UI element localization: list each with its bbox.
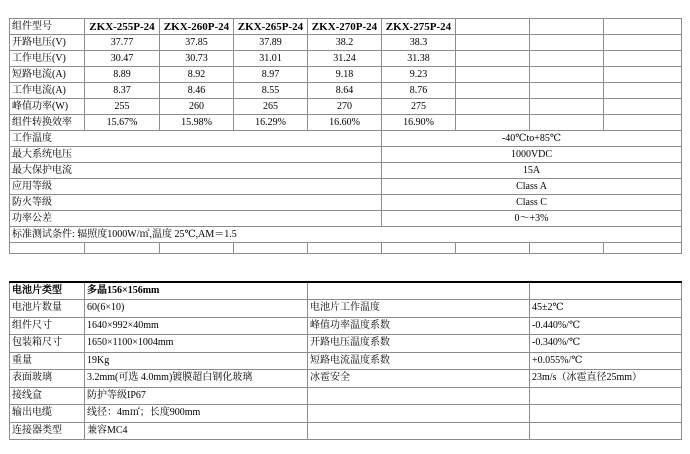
value-cell: 38.2 [308, 35, 382, 51]
empty-cell [530, 83, 604, 99]
param-label: 组件尺寸 [10, 317, 85, 335]
value-cell: 8.46 [160, 83, 234, 99]
param-label: 重量 [10, 352, 85, 370]
param-label [308, 422, 530, 440]
param-label: 电池片数量 [10, 300, 85, 318]
empty-cell [530, 35, 604, 51]
param-label: 峰值功率温度系数 [308, 317, 530, 335]
value-cell: 8.97 [234, 67, 308, 83]
empty-cell [10, 243, 85, 254]
value-cell: 8.64 [308, 83, 382, 99]
spec-table-container [9, 18, 682, 254]
value-cell: 9.23 [382, 67, 456, 83]
param-value: 45±2℃ [530, 300, 682, 318]
value-cell: 15.98% [160, 115, 234, 131]
param-value: +0.055%/℃ [530, 352, 682, 370]
row-label: 短路电流(A) [10, 67, 85, 83]
value-cell: 8.92 [160, 67, 234, 83]
value-cell: 8.89 [85, 67, 160, 83]
cell-row [10, 352, 682, 370]
model-label: 组件型号 [10, 19, 85, 35]
system-value: Class C [382, 195, 682, 211]
system-label: 最大系统电压 [10, 147, 382, 163]
value-cell: 37.77 [85, 35, 160, 51]
empty-cell [530, 51, 604, 67]
value-cell: 37.89 [234, 35, 308, 51]
param-value: 1650×1100×1004mm [85, 335, 308, 353]
value-cell: 9.18 [308, 67, 382, 83]
spec-row [10, 83, 682, 99]
empty-cell [456, 35, 530, 51]
system-row [10, 131, 682, 147]
param-label: 短路电流温度系数 [308, 352, 530, 370]
param-label [308, 405, 530, 423]
spec-table [9, 18, 682, 254]
empty-cell [456, 243, 530, 254]
param-value: 3.2mm(可选 4.0mm)镀膜超白钢化玻璃 [85, 370, 308, 388]
param-label: 电池片工作温度 [308, 300, 530, 318]
test-condition-row [10, 227, 682, 243]
system-label: 工作温度 [10, 131, 382, 147]
system-label: 防火等级 [10, 195, 382, 211]
param-value [530, 405, 682, 423]
system-value: 1000VDC [382, 147, 682, 163]
spacer-row [10, 243, 682, 254]
param-label: 开路电压温度系数 [308, 335, 530, 353]
model-265: ZKX-265P-24 [234, 19, 308, 35]
value-cell: 275 [382, 99, 456, 115]
system-value: 0～+3% [382, 211, 682, 227]
value-cell: 31.38 [382, 51, 456, 67]
empty-cell [382, 243, 456, 254]
model-270: ZKX-270P-24 [308, 19, 382, 35]
empty-cell [456, 99, 530, 115]
value-cell: 15.67% [85, 115, 160, 131]
cell-row [10, 405, 682, 423]
empty-cell [456, 19, 530, 35]
param-label: 包装箱尺寸 [10, 335, 85, 353]
value-cell: 265 [234, 99, 308, 115]
model-260: ZKX-260P-24 [160, 19, 234, 35]
system-label: 应用等级 [10, 179, 382, 195]
value-cell: 30.47 [85, 51, 160, 67]
empty-cell [604, 51, 682, 67]
empty-cell [530, 282, 682, 300]
spec-row [10, 115, 682, 131]
empty-cell [456, 83, 530, 99]
param-value: 23m/s（冰雹直径25mm） [530, 370, 682, 388]
param-value: 兼容MC4 [85, 422, 308, 440]
value-cell: 255 [85, 99, 160, 115]
value-cell: 270 [308, 99, 382, 115]
empty-cell [530, 19, 604, 35]
param-label: 连接器类型 [10, 422, 85, 440]
test-condition: 标准测试条件: 辐照度1000W/㎡,温度 25℃,AM＝1.5 [10, 227, 682, 243]
row-label: 组件转换效率 [10, 115, 85, 131]
empty-cell [456, 51, 530, 67]
empty-cell [160, 243, 234, 254]
cell-type-value: 多晶156×156mm [85, 282, 308, 300]
param-label: 接线盒 [10, 387, 85, 405]
model-275: ZKX-275P-24 [382, 19, 456, 35]
cell-type-label: 电池片类型 [10, 282, 85, 300]
param-label: 表面玻璃 [10, 370, 85, 388]
cell-row [10, 370, 682, 388]
value-cell: 260 [160, 99, 234, 115]
cell-row [10, 387, 682, 405]
empty-cell [604, 243, 682, 254]
empty-cell [604, 99, 682, 115]
empty-cell [85, 243, 160, 254]
system-row [10, 163, 682, 179]
empty-cell [530, 115, 604, 131]
system-value: 15A [382, 163, 682, 179]
empty-cell [604, 83, 682, 99]
empty-cell [234, 243, 308, 254]
param-value: 1640×992×40mm [85, 317, 308, 335]
system-row [10, 211, 682, 227]
value-cell: 8.76 [382, 83, 456, 99]
row-label: 峰值功率(W) [10, 99, 85, 115]
spec-row [10, 67, 682, 83]
system-value: Class A [382, 179, 682, 195]
empty-cell [530, 67, 604, 83]
system-row [10, 179, 682, 195]
value-cell: 8.55 [234, 83, 308, 99]
value-cell: 16.60% [308, 115, 382, 131]
system-value: -40℃to+85℃ [382, 131, 682, 147]
cell-row [10, 317, 682, 335]
system-label: 最大保护电流 [10, 163, 382, 179]
cell-table-container [9, 281, 682, 440]
param-value: 防护等级IP67 [85, 387, 308, 405]
empty-cell [456, 67, 530, 83]
param-label [308, 387, 530, 405]
empty-cell [530, 99, 604, 115]
row-label: 工作电流(A) [10, 83, 85, 99]
param-value: 线径：4m㎡；长度900mm [85, 405, 308, 423]
value-cell: 30.73 [160, 51, 234, 67]
value-cell: 31.01 [234, 51, 308, 67]
row-label: 开路电压(V) [10, 35, 85, 51]
cell-row [10, 335, 682, 353]
cell-row [10, 422, 682, 440]
model-255: ZKX-255P-24 [85, 19, 160, 35]
spec-row [10, 99, 682, 115]
empty-cell [604, 67, 682, 83]
empty-cell [604, 35, 682, 51]
param-value: 19Kg [85, 352, 308, 370]
value-cell: 38.3 [382, 35, 456, 51]
value-cell: 16.29% [234, 115, 308, 131]
param-value: 60(6×10) [85, 300, 308, 318]
param-value: -0.440%/℃ [530, 317, 682, 335]
empty-cell [604, 115, 682, 131]
value-cell: 31.24 [308, 51, 382, 67]
param-value [530, 387, 682, 405]
system-label: 功率公差 [10, 211, 382, 227]
param-value [530, 422, 682, 440]
cell-header-row [10, 282, 682, 300]
value-cell: 16.90% [382, 115, 456, 131]
param-value: -0.340%/℃ [530, 335, 682, 353]
empty-cell [308, 243, 382, 254]
spec-row [10, 35, 682, 51]
cell-row [10, 300, 682, 318]
param-label: 冰雹安全 [308, 370, 530, 388]
system-row [10, 147, 682, 163]
system-row [10, 195, 682, 211]
empty-cell [604, 19, 682, 35]
param-label: 输出电缆 [10, 405, 85, 423]
empty-cell [308, 282, 530, 300]
spec-row [10, 51, 682, 67]
row-label: 工作电压(V) [10, 51, 85, 67]
cell-table [9, 281, 682, 440]
empty-cell [530, 243, 604, 254]
spec-header-row [10, 19, 682, 35]
value-cell: 37.85 [160, 35, 234, 51]
value-cell: 8.37 [85, 83, 160, 99]
empty-cell [456, 115, 530, 131]
